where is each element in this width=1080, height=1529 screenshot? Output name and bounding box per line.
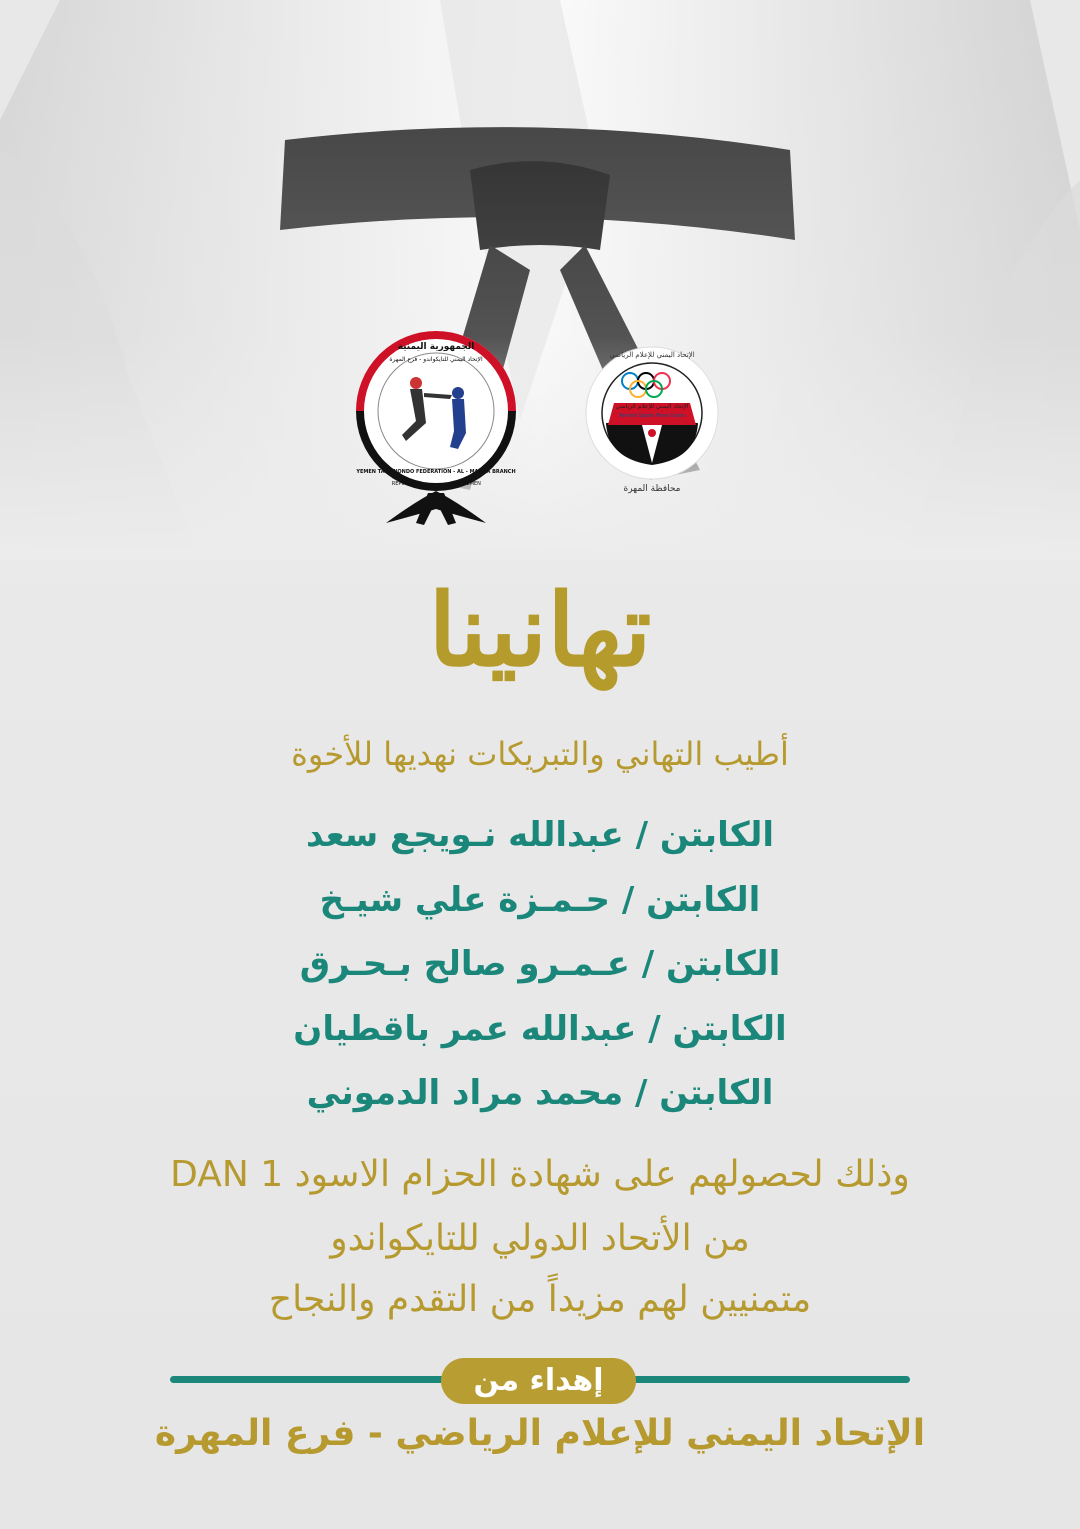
tkd-logo-republic-text: REPUBLIC [391,481,417,487]
honoree-name: الكابتن / محمد مراد الدموني [306,1073,774,1113]
divider-line [630,1376,910,1383]
sports-press-union-logo [584,333,720,508]
divider-line [170,1376,450,1383]
tkd-logo-english-text: YEMEN TAEKWONDO FEDERATION - AL - MAHRA BRANCH [356,469,516,475]
footer-organization: الإتحاد اليمني للإعلام الرياضي - فرع المهرة [154,1413,926,1454]
tkd-logo-yemen-text: OF YEMEN [455,481,481,487]
sports-logo-inner-english: Yemeni Sports Press Union [618,413,686,419]
karate-belt-image [0,0,1080,560]
taekwondo-federation-logo [346,323,526,528]
congratulations-title: تهانينا [428,571,652,689]
intro-text: أطيب التهاني والتبريكات نهديها للأخوة [291,735,789,773]
sports-logo-bottom-text: محافظة المهرة [623,484,681,494]
honoree-name: الكابتن / عبدالله نـويجع سعد [305,815,775,855]
honoree-name: الكابتن / حـمـزة علي شيـخ [319,880,761,920]
dedication-badge: إهداء من [441,1358,636,1404]
honoree-name: الكابتن / عبدالله عمر باقطيان [293,1009,787,1049]
message-line: من الأتحاد الدولي للتايكواندو [330,1218,750,1259]
honoree-name: الكابتن / عـمـرو صالح بـحـرق [299,944,781,984]
tkd-logo-top-text: الجمهورية اليمنية [397,342,475,352]
message-line: وذلك لحصولهم على شهادة الحزام الاسود DAN 1 [170,1154,910,1195]
sports-logo-inner-arabic: الإتحاد اليمني للإعلام الرياضي [615,403,689,410]
tkd-logo-sub-text: الإتحاد اليمني للتايكواندو - فرع المهرة [389,356,483,363]
sports-logo-ring-text: الإتحاد اليمني للإعلام الرياضي [609,351,695,359]
message-line: متمنيين لهم مزيداً من التقدم والنجاح [268,1279,812,1320]
